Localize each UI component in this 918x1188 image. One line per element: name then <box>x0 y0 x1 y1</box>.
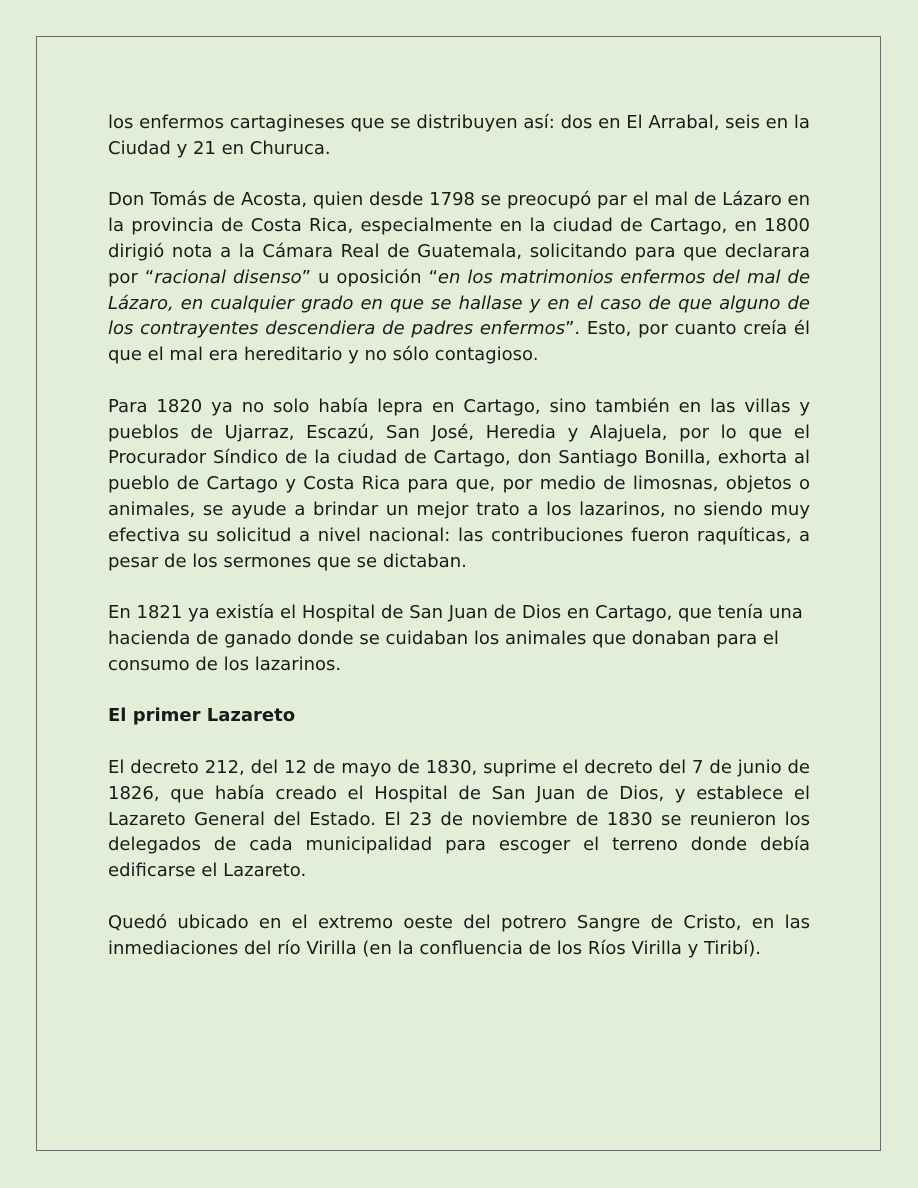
paragraph-2-italic-b: racional disenso <box>154 266 302 288</box>
paragraph-5: El decreto 212, del 12 de mayo de 1830, suprime el decreto del 7 de junio de 1826, que había creado el Hospital de San Juan de Dios, y establece el Lazareto General del Estado. El 23 de noviembre de 1830 se reunieron los delegados de cada municipalidad para escoger el terreno donde debía edificarse el Lazareto. <box>108 756 810 882</box>
paragraph-3: Para 1820 ya no solo había lepra en Cartago, sino también en las villas y pueblos de Ujarraz, Escazú, San José, Heredia y Alajuela, por lo que el Procurador Síndico de la ciudad de Cartago, don Santiago Bonilla, exhorta al pueblo de Cartago y Costa Rica para que, por medio de limosnas, objetos o animales, se ayude a brindar un mejor trato a los lazarinos, no siendo muy efectiva su solicitud a nivel nacional: las contribuciones fueron raquíticas, a pesar de los sermones que se dictaban. <box>108 395 810 572</box>
paragraph-2 <box>108 187 810 368</box>
paragraph-4: En 1821 ya existía el Hospital de San Juan de Dios en Cartago, que tenía una hacienda de ganado donde se cuidaban los animales que donaban para el consumo de los lazarinos. <box>108 602 803 675</box>
paragraph-2-text-a: Don Tomás de Acosta, quien desde 1798 se preocupó par el mal de Lázaro en la provincia de Costa Rica, especialmente en la ciudad de Cartago, en 1800 dirigió nota a la Cámara Real de Guatemala, solicitando para que declarara por “ <box>108 189 810 288</box>
paragraph-2-text-c: ” u oposición “ <box>301 266 438 288</box>
paragraph-6: Quedó ubicado en el extremo oeste del potrero Sangre de Cristo, en las inmediaciones del río Virilla (en la confluencia de los Ríos Virilla y Tiribí). <box>108 911 810 959</box>
paragraph-2-italic-d: en los matrimonios enfermos del mal de Lázaro, en cualquier grado en que se hallase y en el caso de que alguno de los contrayentes descendiera de padres enfermos <box>108 266 811 340</box>
document-body <box>108 110 810 987</box>
paragraph-2-text-e: ”. Esto, por cuanto creía él que el mal era hereditario y no sólo contagioso. <box>108 318 810 366</box>
section-heading: El primer Lazareto <box>108 705 296 727</box>
paragraph-1: los enfermos cartagineses que se distribuyen así: dos en El Arrabal, seis en la Ciudad y 21 en Churuca. <box>108 112 810 159</box>
